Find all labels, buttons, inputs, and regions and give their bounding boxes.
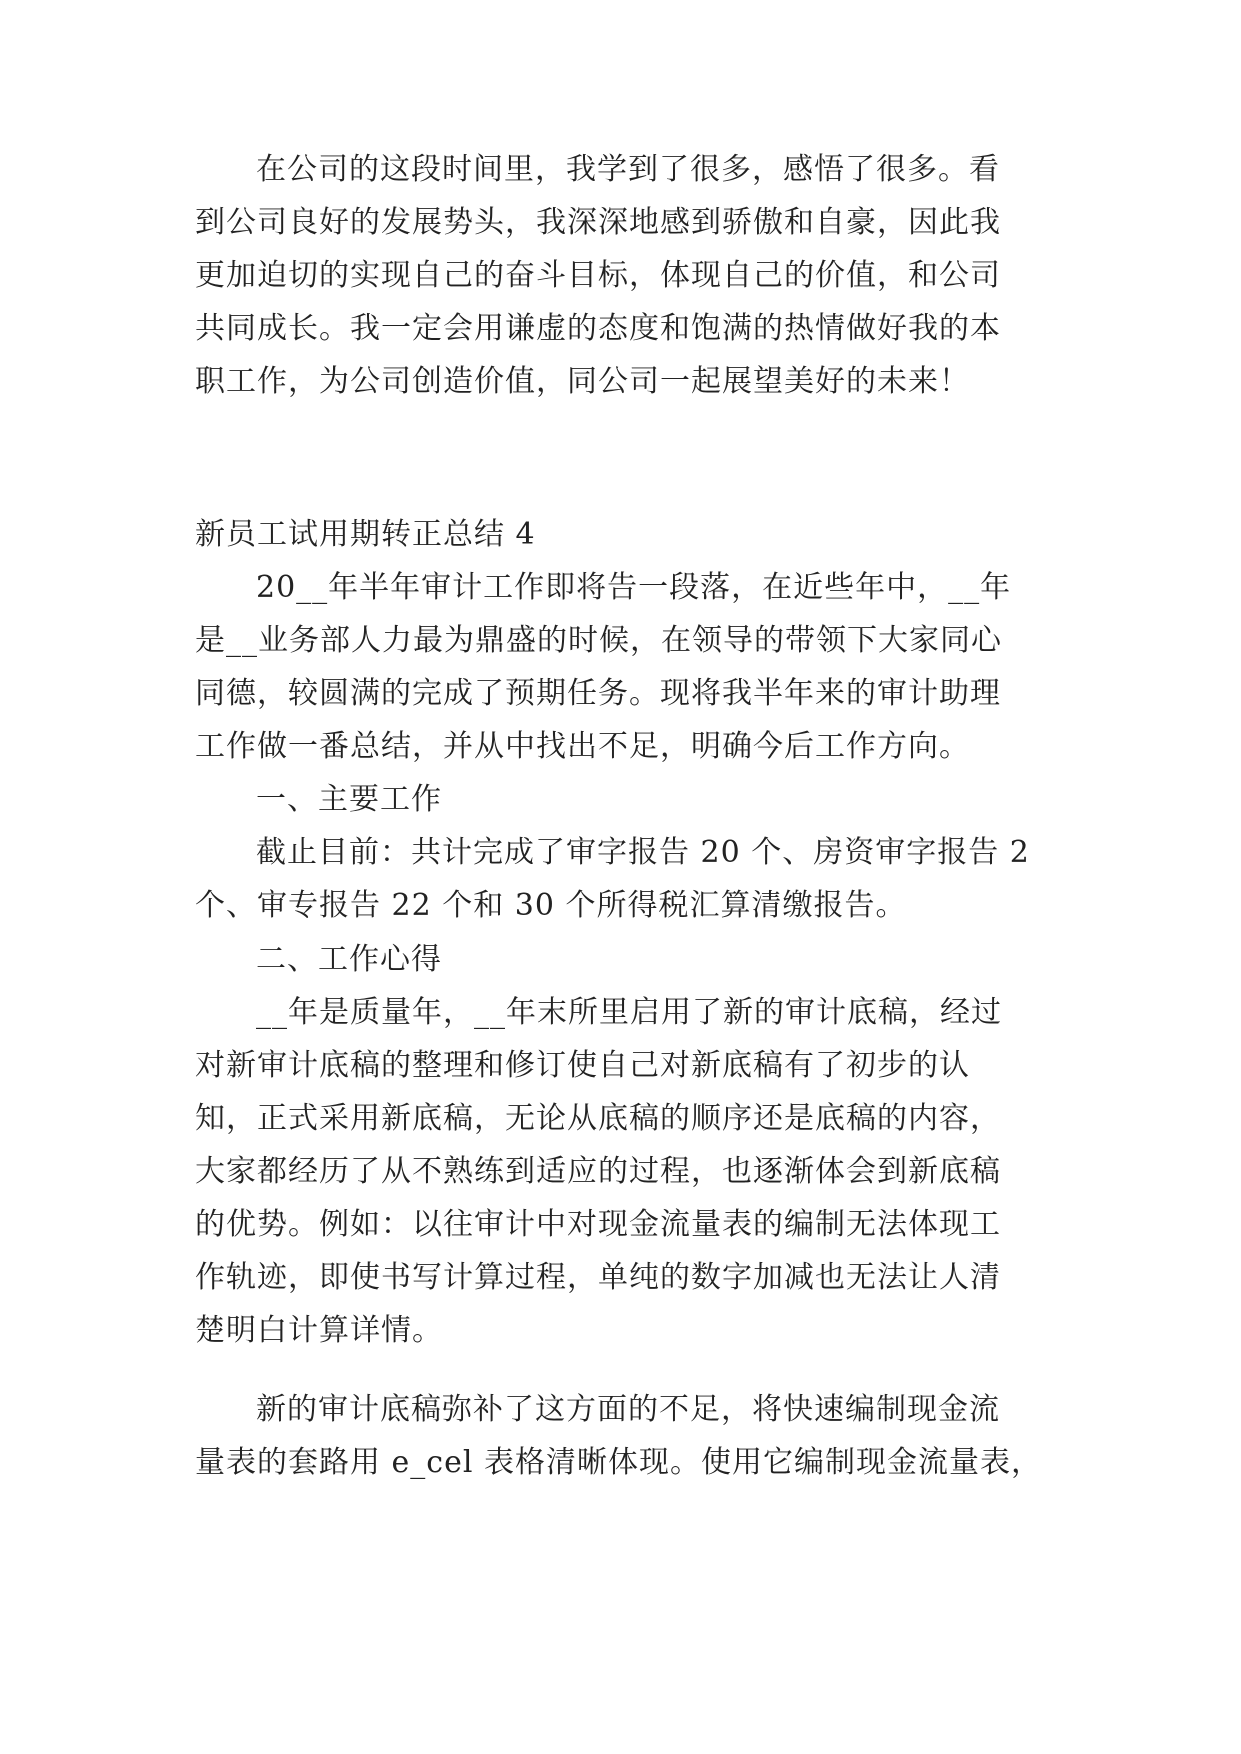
paragraph-line: 大家都经历了从不熟练到适应的过程，也逐渐体会到新底稿 xyxy=(195,1154,1001,1189)
paragraph-line: 作轨迹，即使书写计算过程，单纯的数字加减也无法让人清 xyxy=(195,1260,1001,1295)
paragraph-line: 是__业务部人力最为鼎盛的时候，在领导的带领下大家同心 xyxy=(195,623,1002,658)
paragraph-line: 对新审计底稿的整理和修订使自己对新底稿有了初步的认 xyxy=(195,1048,970,1083)
paragraph-line: 工作做一番总结，并从中找出不足，明确今后工作方向。 xyxy=(195,729,970,764)
paragraph-line: 的优势。例如：以往审计中对现金流量表的编制无法体现工 xyxy=(195,1207,1001,1242)
paragraph-line: 职工作，为公司创造价值，同公司一起展望美好的未来！ xyxy=(195,364,970,399)
paragraph-line: 新的审计底稿弥补了这方面的不足，将快速编制现金流 xyxy=(256,1392,1000,1427)
paragraph-line: 共同成长。我一定会用谦虚的态度和饱满的热情做好我的本 xyxy=(195,311,1001,346)
paragraph-line: 楚明白计算详情。 xyxy=(195,1313,443,1348)
paragraph-line: 同德，较圆满的完成了预期任务。现将我半年来的审计助理 xyxy=(195,676,1001,711)
paragraph-line: 个、审专报告 22 个和 30 个所得税汇算清缴报告。 xyxy=(195,888,907,923)
paragraph-line: 量表的套路用 e_cel 表格清晰体现。使用它编制现金流量表， xyxy=(195,1445,1042,1480)
paragraph-line: 到公司良好的发展势头，我深深地感到骄傲和自豪，因此我 xyxy=(195,205,1001,240)
paragraph-line: 在公司的这段时间里，我学到了很多，感悟了很多。看 xyxy=(256,152,1000,187)
paragraph-line: __年是质量年，__年末所里启用了新的审计底稿，经过 xyxy=(256,995,1002,1030)
subheading: 一、主要工作 xyxy=(256,782,442,817)
subheading: 二、工作心得 xyxy=(256,942,442,977)
section-title: 新员工试用期转正总结 4 xyxy=(195,517,536,552)
paragraph-line: 更加迫切的实现自己的奋斗目标，体现自己的价值，和公司 xyxy=(195,258,1001,293)
paragraph-line: 知，正式采用新底稿，无论从底稿的顺序还是底稿的内容， xyxy=(195,1101,1001,1136)
paragraph-line: 截止目前：共计完成了审字报告 20 个、房资审字报告 2 xyxy=(256,835,1030,870)
paragraph-line: 20__年半年审计工作即将告一段落，在近些年中，__年 xyxy=(256,570,1012,605)
